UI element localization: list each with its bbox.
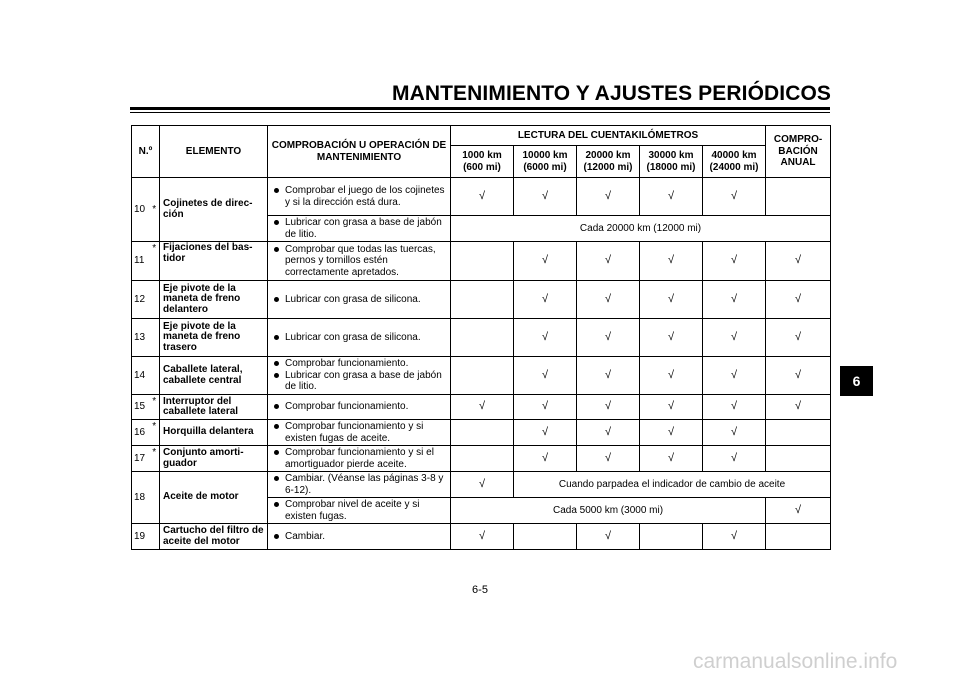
header-interval: 40000 km (24000 mi) (703, 146, 766, 178)
empty-cell (640, 524, 703, 550)
star-mark: * (150, 242, 160, 281)
interval-span: Cada 5000 km (3000 mi) (451, 498, 766, 524)
check-mark: √ (766, 357, 831, 395)
check-mark: √ (640, 281, 703, 319)
check-mark: √ (766, 498, 831, 524)
empty-cell (766, 420, 831, 446)
check-mark: √ (514, 319, 577, 357)
check-mark: √ (514, 281, 577, 319)
table-row (132, 420, 831, 446)
empty-cell (766, 446, 831, 472)
check-mark: √ (514, 395, 577, 420)
row-operation: Comprobar funcionamiento y si el amortiguador pierde aceite. (268, 446, 451, 472)
check-mark: √ (640, 420, 703, 446)
table-row (132, 178, 831, 216)
check-mark: √ (514, 357, 577, 395)
row-operation: Lubricar con grasa a base de jabón de litio. (268, 216, 451, 242)
row-element: Eje pivote de la maneta de freno delantero (160, 281, 268, 319)
page-title: MANTENIMIENTO Y AJUSTES PERIÓDICOS (392, 82, 832, 105)
star-mark (150, 472, 160, 524)
check-mark: √ (703, 446, 766, 472)
title-rule (130, 107, 830, 110)
check-mark: √ (766, 395, 831, 420)
empty-cell (766, 524, 831, 550)
row-operation: Lubricar con grasa de silicona. (268, 281, 451, 319)
row-element: Cartucho del filtro de aceite del motor (160, 524, 268, 550)
check-mark: √ (703, 178, 766, 216)
check-mark: √ (577, 420, 640, 446)
check-mark: √ (577, 395, 640, 420)
empty-cell (766, 178, 831, 216)
row-operation: Comprobar funcionamiento. Lubricar con grasa a base de jabón de litio. (268, 357, 451, 395)
row-element: Caballete lateral, caballete central (160, 357, 268, 395)
check-mark: √ (451, 178, 514, 216)
row-number: 16 (132, 420, 150, 446)
row-element: Interruptor del caballete lateral (160, 395, 268, 420)
row-element: Horquilla delantera (160, 420, 268, 446)
empty-cell (451, 446, 514, 472)
check-mark: √ (703, 420, 766, 446)
empty-cell (451, 281, 514, 319)
header-num: N.º (132, 126, 160, 178)
table-row (132, 446, 831, 472)
row-element: Conjunto amorti-guador (160, 446, 268, 472)
check-mark: √ (577, 524, 640, 550)
check-mark: √ (577, 319, 640, 357)
check-mark: √ (451, 524, 514, 550)
check-mark: √ (577, 281, 640, 319)
row-number: 13 (132, 319, 150, 357)
interval-span: Cada 20000 km (12000 mi) (451, 216, 831, 242)
check-mark: √ (577, 446, 640, 472)
row-operation: Comprobar el juego de los cojinetes y si la dirección está dura. (268, 178, 451, 216)
star-mark (150, 357, 160, 395)
empty-cell (514, 524, 577, 550)
check-mark: √ (577, 357, 640, 395)
check-mark: √ (640, 446, 703, 472)
star-mark (150, 281, 160, 319)
maintenance-table (131, 125, 831, 550)
row-number: 11 (132, 242, 150, 281)
table-row (132, 395, 831, 420)
row-operation: Lubricar con grasa de silicona. (268, 319, 451, 357)
row-number: 10 (132, 178, 150, 242)
check-mark: √ (640, 319, 703, 357)
header-odometer: LECTURA DEL CUENTAKILÓMETROS (451, 126, 766, 146)
star-mark: * (150, 178, 160, 242)
row-number: 17 (132, 446, 150, 472)
row-operation: Comprobar nivel de aceite y si existen fugas. (268, 498, 451, 524)
row-number: 15 (132, 395, 150, 420)
check-mark: √ (766, 319, 831, 357)
check-mark: √ (766, 242, 831, 281)
table-row (132, 524, 831, 550)
row-element: Fijaciones del bas-tidor (160, 242, 268, 281)
check-mark: √ (640, 395, 703, 420)
check-mark: √ (451, 472, 514, 498)
star-mark: * (150, 420, 160, 446)
row-operation: Comprobar que todas las tuercas, pernos y tornillos estén correctamente apretados. (268, 242, 451, 281)
page-number: 6-5 (472, 584, 488, 596)
header-interval: 30000 km (18000 mi) (640, 146, 703, 178)
table-row (132, 281, 831, 319)
title-rule-thin (130, 112, 830, 113)
header-interval: 10000 km (6000 mi) (514, 146, 577, 178)
check-mark: √ (577, 242, 640, 281)
check-mark: √ (703, 242, 766, 281)
empty-cell (451, 357, 514, 395)
check-mark: √ (640, 357, 703, 395)
check-mark: √ (514, 178, 577, 216)
row-element: Eje pivote de la maneta de freno trasero (160, 319, 268, 357)
row-element: Aceite de motor (160, 472, 268, 524)
star-mark (150, 319, 160, 357)
table-row (132, 472, 831, 498)
header-interval: 20000 km (12000 mi) (577, 146, 640, 178)
interval-span: Cuando parpadea el indicador de cambio de aceite (514, 472, 831, 498)
empty-cell (451, 319, 514, 357)
check-mark: √ (703, 319, 766, 357)
row-number: 18 (132, 472, 150, 524)
check-mark: √ (640, 178, 703, 216)
check-mark: √ (451, 395, 514, 420)
check-mark: √ (514, 242, 577, 281)
header-operation: COMPROBACIÓN U OPERACIÓN DE MANTENIMIENTO (268, 126, 451, 178)
check-mark: √ (640, 242, 703, 281)
row-operation: Cambiar. (Véanse las páginas 3-8 y 6-12). (268, 472, 451, 498)
check-mark: √ (514, 420, 577, 446)
row-operation: Comprobar funcionamiento. (268, 395, 451, 420)
header-annual: COMPRO-BACIÓN ANUAL (766, 126, 831, 178)
table-row (132, 319, 831, 357)
header-interval: 1000 km (600 mi) (451, 146, 514, 178)
table-row (132, 242, 831, 281)
check-mark: √ (703, 395, 766, 420)
star-mark: * (150, 395, 160, 420)
watermark: carmanualsonline.info (693, 650, 898, 673)
check-mark: √ (703, 524, 766, 550)
row-operation: Comprobar funcionamiento y si existen fugas de aceite. (268, 420, 451, 446)
row-number: 14 (132, 357, 150, 395)
star-mark: * (150, 446, 160, 472)
row-number: 12 (132, 281, 150, 319)
check-mark: √ (577, 178, 640, 216)
empty-cell (451, 242, 514, 281)
check-mark: √ (514, 446, 577, 472)
star-mark (150, 524, 160, 550)
empty-cell (451, 420, 514, 446)
check-mark: √ (703, 357, 766, 395)
row-number: 19 (132, 524, 150, 550)
row-element: Cojinetes de direc-ción (160, 178, 268, 242)
table-row (132, 357, 831, 395)
check-mark: √ (766, 281, 831, 319)
header-element: ELEMENTO (160, 126, 268, 178)
chapter-tab: 6 (840, 366, 873, 396)
check-mark: √ (703, 281, 766, 319)
row-operation: Cambiar. (268, 524, 451, 550)
